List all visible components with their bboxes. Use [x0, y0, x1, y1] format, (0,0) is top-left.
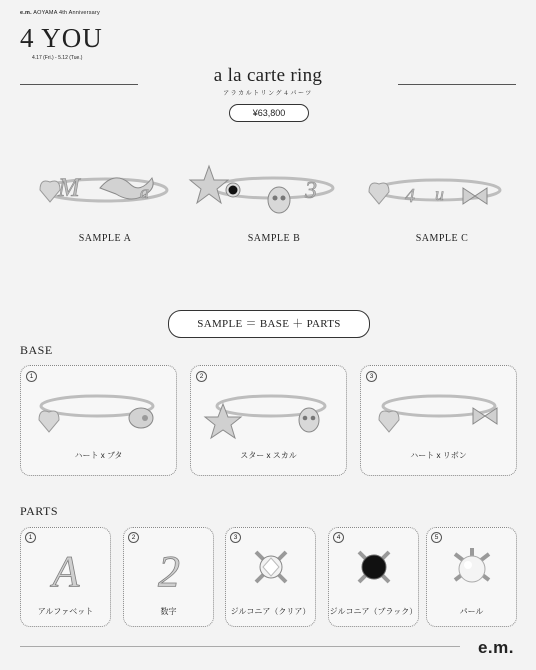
alphabet-charm-icon	[43, 542, 89, 596]
anniversary-text: AOYAMA 4th Anniversary	[33, 10, 100, 16]
number-glyph: 2	[158, 547, 180, 596]
svg-text:a: a	[140, 182, 149, 202]
svg-text:M: M	[58, 173, 80, 202]
part-card-1	[20, 527, 111, 627]
part-card-3	[225, 527, 316, 627]
base-label-3: ハート x リボン	[410, 451, 467, 460]
base-number-3: 3	[366, 371, 377, 382]
part-number-4: 4	[333, 532, 344, 543]
part-card-5	[426, 527, 517, 627]
sample-b-label: SAMPLE B	[247, 233, 301, 244]
base-card-2	[190, 365, 347, 476]
pearl-icon	[449, 544, 495, 594]
part-card-2	[123, 527, 214, 627]
part-number-3: 3	[230, 532, 241, 543]
svg-text:3: 3	[305, 178, 317, 204]
sample-b-ring-image	[195, 158, 345, 226]
heart-ribbon-ring-icon	[375, 384, 505, 442]
formula-badge: SAMPLE ＝ BASE ＋ PARTS	[168, 310, 370, 338]
footer-divider	[20, 646, 460, 647]
price-badge: ¥63,800	[229, 104, 309, 122]
sample-c-label: SAMPLE C	[415, 233, 469, 244]
star-skull-ring-icon	[205, 384, 335, 442]
part-label-5: パール	[459, 607, 484, 616]
campaign-title: 4 YOU	[20, 23, 103, 53]
part-number-5: 5	[431, 532, 442, 543]
heart-pig-ring-icon	[35, 384, 165, 442]
base-card-1	[20, 365, 177, 476]
base-heading: BASE	[20, 343, 53, 357]
part-number-1: 1	[25, 532, 36, 543]
alphabet-glyph: A	[52, 547, 80, 596]
product-subtitle: アラカルトリング４パーツ	[223, 91, 313, 97]
sample-a-label: SAMPLE A	[78, 233, 132, 244]
campaign-period: 4.17 (Fri.) - 5.12 (Tue.)	[32, 55, 83, 61]
anniversary-line	[20, 10, 100, 16]
base-number-2: 2	[196, 371, 207, 382]
product-title: a la carte ring	[213, 65, 323, 86]
number-charm-icon	[146, 542, 192, 596]
part-number-2: 2	[128, 532, 139, 543]
base-number-1: 1	[26, 371, 37, 382]
svg-text:u: u	[435, 184, 444, 204]
part-label-3: ジルコニア（クリア）	[230, 607, 311, 616]
svg-text:4: 4	[405, 185, 415, 207]
sample-c-ring-image	[363, 164, 513, 220]
part-card-4	[328, 527, 419, 627]
sample-a-ring-image	[30, 160, 180, 220]
part-label-4: ジルコニア（ブラック）	[329, 607, 418, 616]
part-label-1: アルファベット	[37, 607, 94, 616]
parts-heading: PARTS	[20, 504, 59, 518]
base-card-3	[360, 365, 517, 476]
base-label-1: ハート x ブタ	[74, 451, 123, 460]
brand-small: e.m.	[20, 10, 32, 16]
black-zirconia-icon	[351, 544, 397, 594]
clear-zirconia-icon	[248, 544, 294, 594]
part-label-2: 数字	[160, 607, 177, 616]
brand-logo: e.m.	[477, 638, 514, 657]
base-label-2: スター x スカル	[240, 451, 297, 460]
